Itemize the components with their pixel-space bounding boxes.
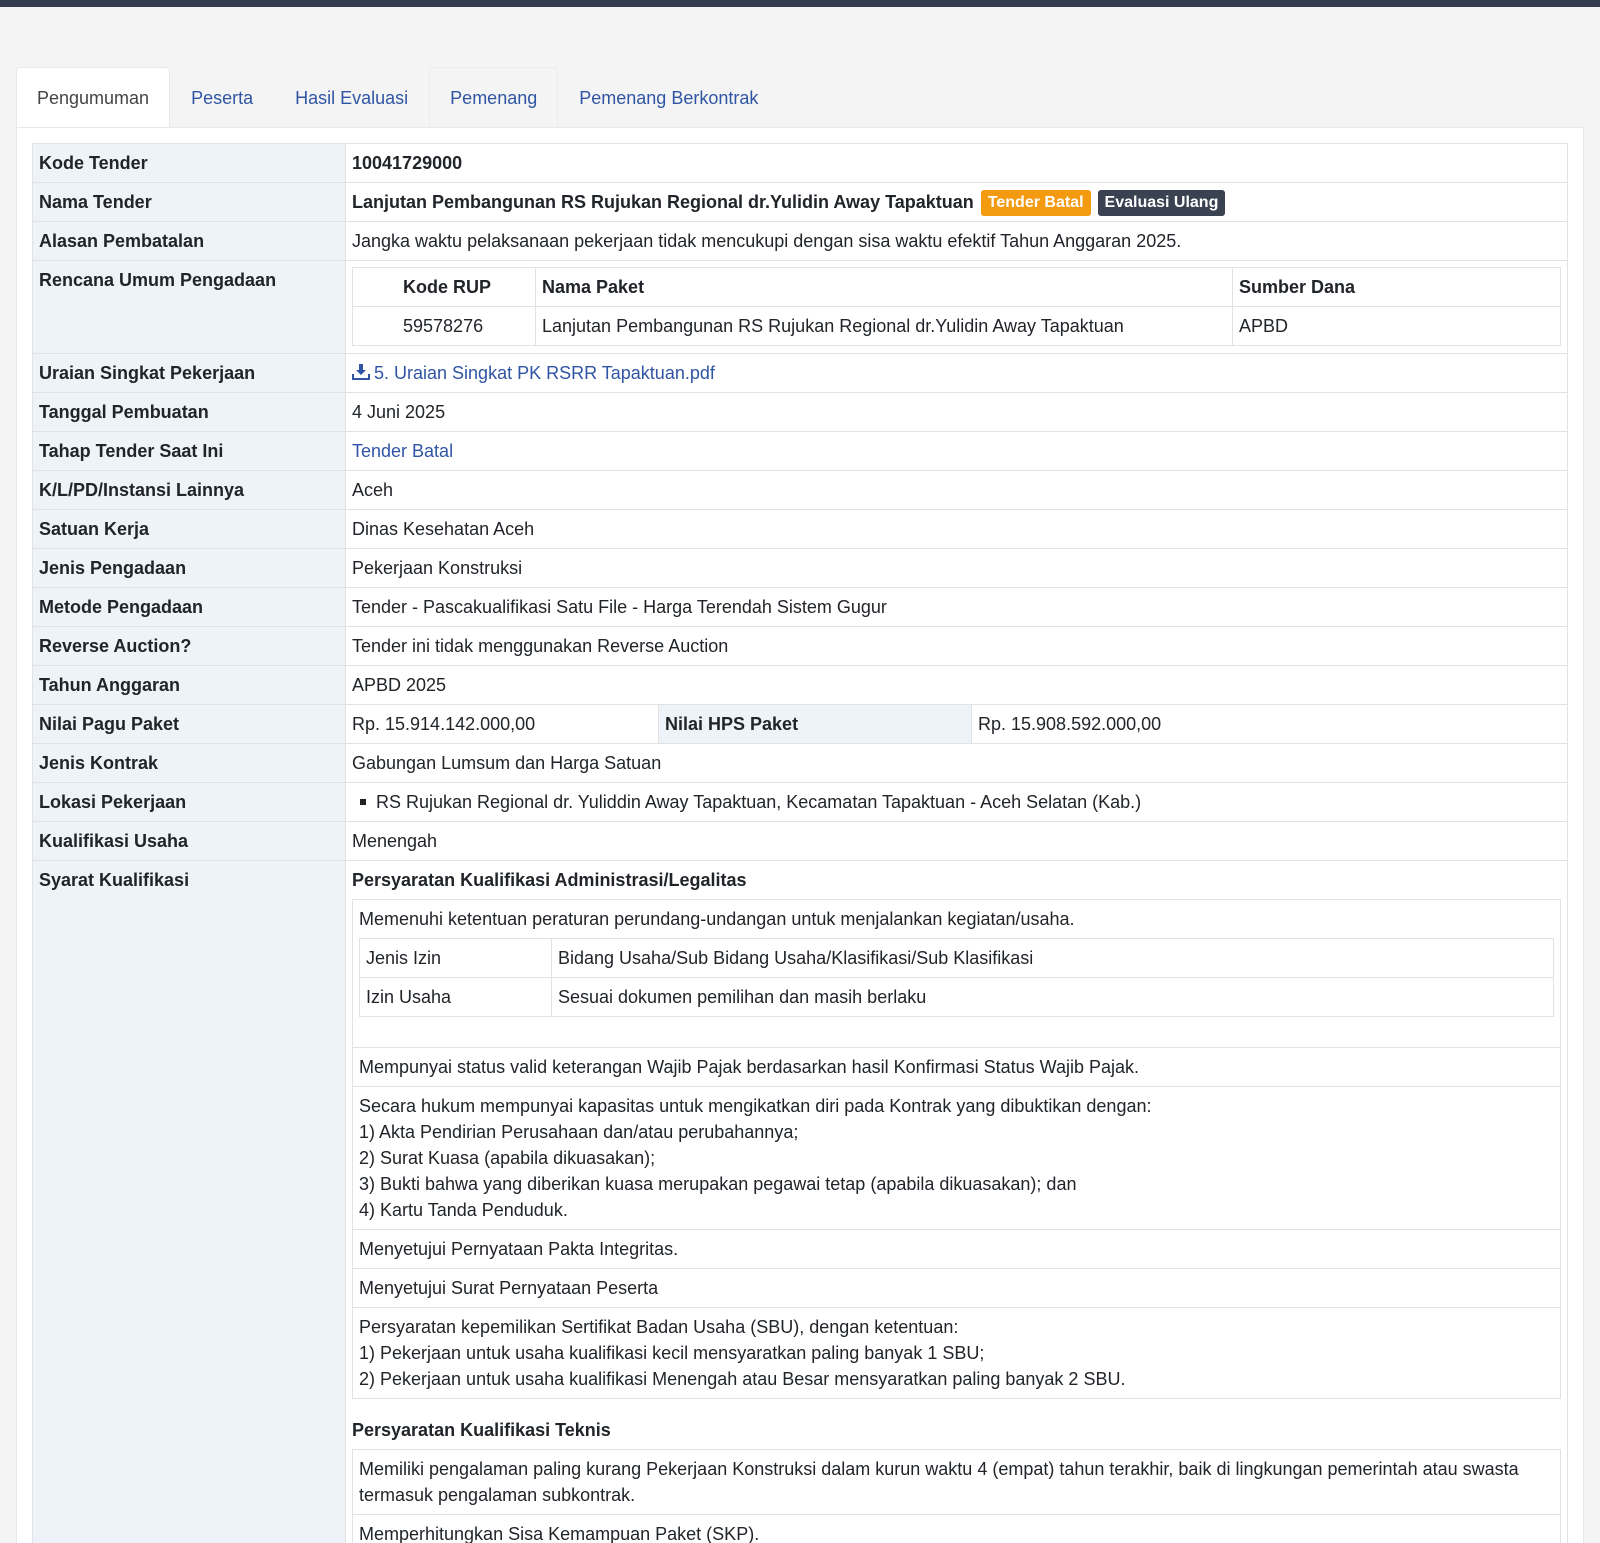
rup-table	[352, 267, 1561, 346]
label-tahun: Tahun Anggaran	[33, 666, 346, 705]
label-rup: Rencana Umum Pengadaan	[33, 261, 346, 354]
rup-header-kode: Kode RUP	[353, 268, 536, 307]
tab-hasil-evaluasi[interactable]: Hasil Evaluasi	[295, 88, 409, 108]
value-klpd: Aceh	[346, 471, 1568, 510]
row-kode-tender	[33, 144, 1568, 183]
row-tahun	[33, 666, 1568, 705]
rup-header-sumber: Sumber Dana	[1233, 268, 1561, 307]
list-item	[353, 1269, 1561, 1308]
value-nama-tender: Lanjutan Pembangunan RS Rujukan Regional dr.Yulidin Away Tapaktuan	[352, 192, 974, 212]
tender-detail-table	[32, 143, 1568, 1543]
row-satker	[33, 510, 1568, 549]
teknis-item-1: Memiliki pengalaman paling kurang Pekerjaan Konstruksi dalam kurun waktu 4 (empat) tahun terakhir, baik di lingkungan pemerintah atau swasta termasuk pengalaman subkontrak.	[353, 1450, 1561, 1515]
row-kualifikasi	[33, 822, 1568, 861]
row-pagu	[33, 705, 1568, 744]
label-uraian: Uraian Singkat Pekerjaan	[33, 354, 346, 393]
tab-pemenang[interactable]: Pemenang	[429, 67, 558, 128]
value-kualifikasi: Menengah	[346, 822, 1568, 861]
value-kontrak: Gabungan Lumsum dan Harga Satuan	[346, 744, 1568, 783]
tahap-link[interactable]: Tender Batal	[352, 441, 454, 461]
table-row	[360, 978, 1554, 1017]
top-bar	[0, 0, 1600, 7]
list-item	[353, 1450, 1561, 1515]
admin-item-4: Menyetujui Pernyataan Pakta Integritas.	[353, 1230, 1561, 1269]
list-item	[353, 1048, 1561, 1087]
izin-bidang: Sesuai dokumen pemilihan dan masih berlaku	[552, 978, 1554, 1017]
row-nama-tender	[33, 183, 1568, 222]
label-metode: Metode Pengadaan	[33, 588, 346, 627]
row-metode	[33, 588, 1568, 627]
list-item	[353, 1308, 1561, 1399]
value-jenis-pengadaan: Pekerjaan Konstruksi	[346, 549, 1568, 588]
rup-nama: Lanjutan Pembangunan RS Rujukan Regional dr.Yulidin Away Tapaktuan	[536, 307, 1233, 346]
label-reverse: Reverse Auction?	[33, 627, 346, 666]
row-klpd	[33, 471, 1568, 510]
row-tahap	[33, 432, 1568, 471]
content-panel	[16, 127, 1584, 1543]
admin-requirements	[352, 899, 1561, 1399]
tab-bar	[16, 67, 779, 128]
rup-header-nama: Nama Paket	[536, 268, 1233, 307]
table-row	[353, 307, 1561, 346]
row-alasan-pembatalan	[33, 222, 1568, 261]
teknis-requirements	[352, 1449, 1561, 1543]
cell-lokasi	[346, 783, 1568, 822]
download-icon	[352, 364, 370, 380]
value-hps: Rp. 15.908.592.000,00	[978, 714, 1162, 734]
status-badge-tender-batal: Tender Batal	[981, 190, 1091, 216]
label-alasan-pembatalan: Alasan Pembatalan	[33, 222, 346, 261]
label-tanggal: Tanggal Pembuatan	[33, 393, 346, 432]
admin-item-3: Secara hukum mempunyai kapasitas untuk mengikatkan diri pada Kontrak yang dibuktikan dengan: 1) Akta Pendirian Perusahaan dan/atau perubahannya; 2) Surat Kuasa (apabila dikuasakan); 3) Bukti bahwa yang diberikan kuasa merupakan pegawai tetap (apabila dikuasakan); dan 4) Kartu Tanda Penduduk.	[353, 1087, 1561, 1230]
value-lokasi: RS Rujukan Regional dr. Yuliddin Away Tapaktuan, Kecamatan Tapaktuan - Aceh Selatan (Kab.)	[376, 792, 1142, 812]
cell-uraian	[346, 354, 1568, 393]
teknis-item-2: Memperhitungkan Sisa Kemampuan Paket (SKP).	[353, 1515, 1561, 1543]
label-syarat: Syarat Kualifikasi	[33, 861, 346, 1543]
label-lokasi: Lokasi Pekerjaan	[33, 783, 346, 822]
izin-header-bidang: Bidang Usaha/Sub Bidang Usaha/Klasifikasi/Sub Klasifikasi	[552, 939, 1554, 978]
cell-nama-tender	[346, 183, 1568, 222]
bullet-icon	[360, 799, 366, 805]
label-tahap: Tahap Tender Saat Ini	[33, 432, 346, 471]
admin-title: Persyaratan Kualifikasi Administrasi/Legalitas	[352, 870, 747, 890]
tab-pemenang-berkontrak[interactable]: Pemenang Berkontrak	[579, 88, 759, 108]
admin-item-1	[353, 900, 1561, 1048]
list-item	[353, 900, 1561, 1048]
row-rup	[33, 261, 1568, 354]
label-jenis-pengadaan: Jenis Pengadaan	[33, 549, 346, 588]
value-pagu: Rp. 15.914.142.000,00	[346, 705, 659, 743]
value-metode: Tender - Pascakualifikasi Satu File - Harga Terendah Sistem Gugur	[346, 588, 1568, 627]
uraian-download-link[interactable]	[352, 363, 715, 383]
izin-table	[359, 938, 1554, 1017]
label-kontrak: Jenis Kontrak	[33, 744, 346, 783]
value-tahun: APBD 2025	[346, 666, 1568, 705]
value-satker: Dinas Kesehatan Aceh	[346, 510, 1568, 549]
value-alasan-pembatalan: Jangka waktu pelaksanaan pekerjaan tidak mencukupi dengan sisa waktu efektif Tahun Anggaran 2025.	[346, 222, 1568, 261]
label-klpd: K/L/PD/Instansi Lainnya	[33, 471, 346, 510]
admin-item-5: Menyetujui Surat Pernyataan Peserta	[353, 1269, 1561, 1308]
izin-header-jenis: Jenis Izin	[360, 939, 552, 978]
row-reverse	[33, 627, 1568, 666]
list-item	[353, 1515, 1561, 1543]
list-item	[353, 1087, 1561, 1230]
status-badge-evaluasi-ulang: Evaluasi Ulang	[1098, 190, 1226, 216]
label-nama-tender: Nama Tender	[33, 183, 346, 222]
value-kode-tender: 10041729000	[346, 144, 1568, 183]
label-kode-tender: Kode Tender	[33, 144, 346, 183]
label-kualifikasi: Kualifikasi Usaha	[33, 822, 346, 861]
label-pagu: Nilai Pagu Paket	[33, 705, 346, 744]
izin-jenis: Izin Usaha	[360, 978, 552, 1017]
tab-pengumuman[interactable]: Pengumuman	[16, 67, 170, 128]
cell-rup	[346, 261, 1568, 354]
cell-syarat	[346, 861, 1568, 1543]
admin-item-1-text: Memenuhi ketentuan peraturan perundang-undangan untuk menjalankan kegiatan/usaha.	[359, 909, 1075, 929]
row-kontrak	[33, 744, 1568, 783]
value-reverse: Tender ini tidak menggunakan Reverse Auction	[346, 627, 1568, 666]
row-syarat	[33, 861, 1568, 1543]
row-jenis-pengadaan	[33, 549, 1568, 588]
list-item	[353, 1230, 1561, 1269]
rup-kode: 59578276	[353, 307, 536, 346]
value-tanggal: 4 Juni 2025	[346, 393, 1568, 432]
cell-pagu	[346, 705, 1568, 744]
cell-tahap	[346, 432, 1568, 471]
label-satker: Satuan Kerja	[33, 510, 346, 549]
label-hps: Nilai HPS Paket	[659, 705, 972, 743]
rup-sumber: APBD	[1233, 307, 1561, 346]
admin-item-6: Persyaratan kepemilikan Sertifikat Badan Usaha (SBU), dengan ketentuan: 1) Pekerjaan untuk usaha kualifikasi kecil mensyaratkan paling banyak 1 SBU; 2) Pekerjaan untuk usaha kualifikasi Menengah atau Besar mensyaratkan paling banyak 2 SBU.	[353, 1308, 1561, 1399]
uraian-link-text: 5. Uraian Singkat PK RSRR Tapaktuan.pdf	[374, 363, 715, 383]
teknis-title: Persyaratan Kualifikasi Teknis	[352, 1420, 611, 1440]
row-lokasi	[33, 783, 1568, 822]
row-tanggal	[33, 393, 1568, 432]
admin-item-2: Mempunyai status valid keterangan Wajib Pajak berdasarkan hasil Konfirmasi Status Wajib Pajak.	[353, 1048, 1561, 1087]
tab-peserta[interactable]: Peserta	[191, 88, 254, 108]
row-uraian	[33, 354, 1568, 393]
